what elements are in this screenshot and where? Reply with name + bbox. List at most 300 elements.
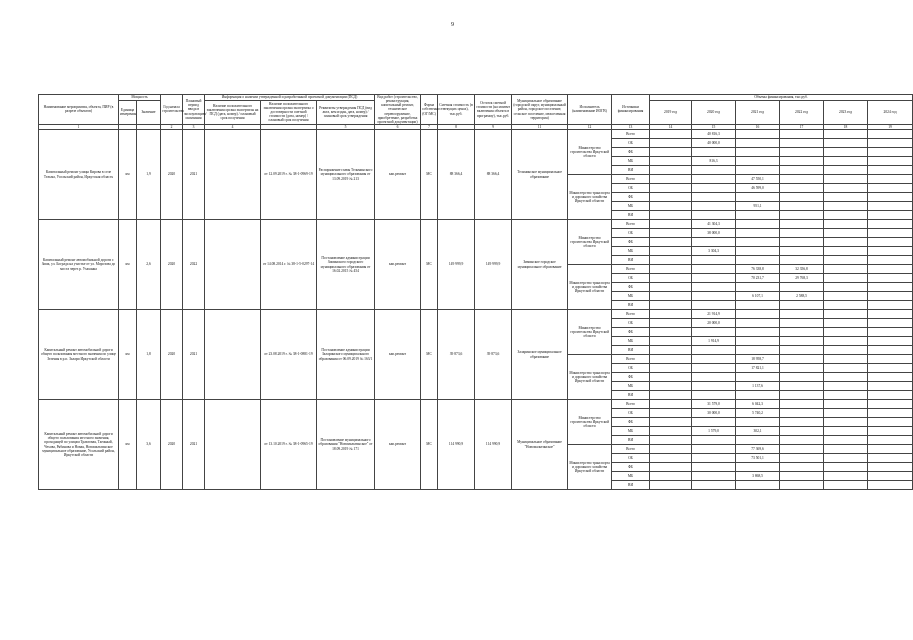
header-funding: Объемы финансирования, тыс.руб. <box>650 95 913 101</box>
project-doc-expertise <box>205 400 261 490</box>
funding-value <box>780 481 824 490</box>
funding-value <box>780 364 824 373</box>
funding-value <box>736 229 780 238</box>
funding-value <box>692 202 736 211</box>
funding-source: Всего <box>612 445 650 454</box>
funding-value <box>736 319 780 328</box>
project-name: Капитальный ремонт автомобильной дороги общего пользования местного значения по улице Зеленая в р.п. Залари Иркутской области <box>39 310 119 400</box>
funding-value: 41 304,3 <box>692 220 736 229</box>
funding-source: ОБ <box>612 364 650 373</box>
funding-value <box>692 193 736 202</box>
funding-value <box>736 148 780 157</box>
funding-value <box>824 184 868 193</box>
funding-value <box>780 400 824 409</box>
project-cost: 88 366,4 <box>438 130 475 220</box>
project-doc-estimate: от 23.08.2019 г. № 38-1-0881-19 <box>261 310 317 400</box>
funding-value <box>824 220 868 229</box>
funding-value <box>868 301 913 310</box>
header-year: 2023 год <box>824 100 868 124</box>
header-value: Значение <box>137 100 161 124</box>
funding-value <box>824 436 868 445</box>
funding-value <box>780 454 824 463</box>
funding-value <box>692 382 736 391</box>
funding-value <box>780 310 824 319</box>
funding-source: ОБ <box>612 409 650 418</box>
project-doc-estimate: от 14.08.2014 г. № 38-1-5-0297-14 <box>261 220 317 310</box>
funding-value: 951,1 <box>736 202 780 211</box>
column-number: 9 <box>475 124 512 129</box>
funding-value <box>824 139 868 148</box>
project-unit: км <box>119 220 137 310</box>
funding-source: ВИ <box>612 166 650 175</box>
funding-source: МБ <box>612 427 650 436</box>
funding-value: 73 501,1 <box>736 454 780 463</box>
funding-value <box>736 391 780 400</box>
funding-value <box>780 391 824 400</box>
funding-value <box>824 382 868 391</box>
funding-value <box>780 373 824 382</box>
funding-value <box>650 193 692 202</box>
funding-value <box>824 355 868 364</box>
funding-value <box>692 211 736 220</box>
funding-value <box>692 301 736 310</box>
funding-value <box>824 265 868 274</box>
funding-value <box>868 310 913 319</box>
funding-value <box>780 463 824 472</box>
column-number: 18 <box>824 124 868 129</box>
funding-value <box>868 175 913 184</box>
funding-value <box>650 427 692 436</box>
funding-source: ФБ <box>612 193 650 202</box>
funding-value <box>692 436 736 445</box>
project-doc-estimate: от 13.10.2019 г. № 38-1-0965-19 <box>261 400 317 490</box>
funding-value <box>650 472 692 481</box>
funding-value <box>650 364 692 373</box>
header-doc-expertise: Наличие положительного заключения органа экспертизы на ПСД (дата, номер) / плановый срок получения <box>205 100 261 124</box>
funding-value <box>650 202 692 211</box>
funding-value <box>868 481 913 490</box>
funding-value <box>736 220 780 229</box>
project-remaining: 149 999,9 <box>475 220 512 310</box>
header-executor: Исполнитель (наименование ИОГВ) <box>568 95 612 125</box>
funding-value <box>650 436 692 445</box>
funding-value: 29 768,3 <box>780 274 824 283</box>
project-end-year: 2022 <box>183 220 205 310</box>
funding-value <box>780 193 824 202</box>
project-name: Капитальный ремонт автомобильной дороги г. Зима, ул. Бограда на участке от ул. Морозова до моста через р. Ухаханка <box>39 220 119 310</box>
funding-value <box>650 337 692 346</box>
funding-value <box>736 157 780 166</box>
funding-value <box>650 184 692 193</box>
funding-value <box>780 166 824 175</box>
project-unit: км <box>119 400 137 490</box>
funding-value <box>868 202 913 211</box>
project-value: 1,8 <box>137 310 161 400</box>
funding-value <box>780 328 824 337</box>
funding-source: МБ <box>612 247 650 256</box>
funding-value <box>868 337 913 346</box>
column-number: 14 <box>650 124 692 129</box>
table-row <box>39 220 913 229</box>
program-table <box>38 94 913 490</box>
header-power: Мощность <box>119 95 161 101</box>
funding-value <box>650 283 692 292</box>
funding-value <box>650 292 692 301</box>
funding-source: Всего <box>612 220 650 229</box>
funding-value <box>650 391 692 400</box>
funding-value <box>868 364 913 373</box>
funding-value <box>824 256 868 265</box>
project-work-type: кап.ремонт <box>375 220 421 310</box>
header-remaining: Остаток сметной стоимости (на момент включения объекта в программу), тыс.руб. <box>475 95 512 125</box>
funding-source: МБ <box>612 382 650 391</box>
funding-value <box>868 184 913 193</box>
funding-source: ВИ <box>612 346 650 355</box>
funding-value <box>824 337 868 346</box>
funding-value <box>868 220 913 229</box>
funding-value <box>780 382 824 391</box>
funding-value <box>824 454 868 463</box>
funding-value <box>868 346 913 355</box>
funding-value <box>650 175 692 184</box>
funding-value <box>868 463 913 472</box>
funding-value <box>692 373 736 382</box>
project-customer: Тельминское муниципальное образование <box>512 130 568 220</box>
header-cost: Сметная стоимость (в текущих ценах), тыс.руб. <box>438 95 475 125</box>
funding-value <box>650 328 692 337</box>
funding-value <box>780 409 824 418</box>
funding-value <box>736 373 780 382</box>
project-end-year: 2021 <box>183 400 205 490</box>
funding-value <box>692 364 736 373</box>
column-number: 8 <box>438 124 475 129</box>
funding-value <box>650 238 692 247</box>
funding-value: 18 958,7 <box>736 355 780 364</box>
funding-value <box>650 373 692 382</box>
funding-value <box>824 418 868 427</box>
funding-value <box>868 454 913 463</box>
funding-source: ВИ <box>612 211 650 220</box>
funding-value <box>780 157 824 166</box>
header-end-period: Плановый период ввода в эксплуатацию/ окончания <box>183 95 205 125</box>
funding-source: ФБ <box>612 283 650 292</box>
funding-source: ОБ <box>612 274 650 283</box>
header-start-year: Год начала строительства <box>161 95 183 125</box>
funding-value <box>824 400 868 409</box>
funding-value <box>780 247 824 256</box>
column-number: 3 <box>183 124 205 129</box>
column-number: 13 <box>612 124 650 129</box>
funding-value <box>692 454 736 463</box>
funding-value: 70 231,7 <box>736 274 780 283</box>
funding-value <box>692 445 736 454</box>
funding-value <box>868 157 913 166</box>
funding-value <box>780 130 824 139</box>
funding-value: 77 369,6 <box>736 445 780 454</box>
funding-value <box>692 238 736 247</box>
project-unit: км <box>119 310 137 400</box>
project-executor: Министерство транспорта и дорожного хозяйства Иркутской области <box>568 265 612 310</box>
project-work-type: кап.ремонт <box>375 310 421 400</box>
column-number: 6 <box>375 124 421 129</box>
funding-value <box>868 130 913 139</box>
funding-value: 40 816,3 <box>692 130 736 139</box>
funding-source: ВИ <box>612 436 650 445</box>
funding-value <box>650 409 692 418</box>
funding-value <box>824 364 868 373</box>
funding-value: 5 740,2 <box>736 409 780 418</box>
project-ownership: МС <box>421 400 438 490</box>
funding-source: Всего <box>612 175 650 184</box>
funding-value <box>868 391 913 400</box>
funding-value <box>692 256 736 265</box>
header-year: 2021 год <box>736 100 780 124</box>
funding-value <box>824 472 868 481</box>
funding-value <box>868 328 913 337</box>
project-executor: Министерство строительства Иркутской области <box>568 400 612 445</box>
header-work-type: Вид работ (строительство, реконструкция, капитальный ремонт, техническое перевооружение, приобретение, разработка проектной документации) <box>375 95 421 125</box>
funding-source: ОБ <box>612 184 650 193</box>
funding-value: 47 550,1 <box>736 175 780 184</box>
funding-source: Всего <box>612 265 650 274</box>
funding-value: 2 588,5 <box>780 292 824 301</box>
funding-value <box>650 274 692 283</box>
funding-source: МБ <box>612 292 650 301</box>
funding-source: МБ <box>612 472 650 481</box>
project-doc-approval: Постановление администрации Заларинского муниципального образования от 06.09.2019 № 163/1 <box>317 310 375 400</box>
funding-value <box>824 445 868 454</box>
funding-value <box>692 472 736 481</box>
funding-value <box>868 238 913 247</box>
funding-value <box>650 481 692 490</box>
header-doc-approval: Реквизиты утверждения ПСД (вид акта, кем издан, дата, номер) / плановый срок утверждения <box>317 100 375 124</box>
funding-value <box>736 418 780 427</box>
project-value: 2,6 <box>137 220 161 310</box>
funding-value: 6 042,3 <box>736 400 780 409</box>
funding-value <box>780 436 824 445</box>
funding-value <box>780 427 824 436</box>
header-unit: Единица измерения <box>119 100 137 124</box>
funding-value <box>692 274 736 283</box>
funding-value <box>824 409 868 418</box>
funding-value <box>868 274 913 283</box>
funding-source: ВИ <box>612 391 650 400</box>
funding-value <box>650 301 692 310</box>
funding-source: МБ <box>612 337 650 346</box>
table-row <box>39 400 913 409</box>
project-ownership: МС <box>421 130 438 220</box>
funding-value <box>868 427 913 436</box>
funding-value <box>780 229 824 238</box>
column-number: 1 <box>39 124 119 129</box>
header-year: 2022 год <box>780 100 824 124</box>
funding-value <box>824 328 868 337</box>
funding-value <box>650 319 692 328</box>
funding-value <box>868 445 913 454</box>
funding-value <box>868 193 913 202</box>
header-year: 2019 год <box>650 100 692 124</box>
funding-value <box>824 427 868 436</box>
project-doc-approval: Постановление муниципального образования "Новомальтинское" от 18.09.2019 № 171 <box>317 400 375 490</box>
funding-value <box>868 247 913 256</box>
funding-value <box>736 301 780 310</box>
funding-value <box>650 463 692 472</box>
funding-value: 302,1 <box>736 427 780 436</box>
header-name: Наименование мероприятия, объекта, ПИР (в разрезе объектов) <box>39 95 119 125</box>
project-doc-expertise <box>205 310 261 400</box>
funding-value <box>868 382 913 391</box>
funding-value <box>692 292 736 301</box>
project-name: Капитальный ремонт автомобильной дороги общего пользования местного значения, проходящей по улицам Трактовая, Таежный, Чехова, Рябинова и Новая, Новомальтинское муниципальное образование, Усольский район, Иркутской области <box>39 400 119 490</box>
project-executor: Министерство транспорта и дорожного хозяйства Иркутской области <box>568 445 612 490</box>
project-work-type: кап.ремонт <box>375 400 421 490</box>
funding-value <box>650 355 692 364</box>
funding-value <box>650 310 692 319</box>
funding-value <box>824 292 868 301</box>
project-name: Капитальный ремонт улицы Кирова в селе Тельма, Усольский район, Иркутская область <box>39 130 119 220</box>
funding-value <box>868 409 913 418</box>
funding-value <box>824 274 868 283</box>
funding-value: 816,3 <box>692 157 736 166</box>
funding-value: 1 137,6 <box>736 382 780 391</box>
funding-value <box>692 166 736 175</box>
funding-source: ФБ <box>612 148 650 157</box>
project-doc-expertise <box>205 130 261 220</box>
funding-value: 17 821,1 <box>736 364 780 373</box>
funding-value <box>824 229 868 238</box>
funding-source: Всего <box>612 130 650 139</box>
funding-value <box>824 166 868 175</box>
project-customer: Муниципальное образование "Новомальтинское" <box>512 400 568 490</box>
column-number: 2 <box>161 124 183 129</box>
funding-value <box>736 346 780 355</box>
funding-value <box>868 418 913 427</box>
funding-value: 1 914,9 <box>692 337 736 346</box>
project-remaining: 39 873,6 <box>475 310 512 400</box>
project-work-type: кап.ремонт <box>375 130 421 220</box>
funding-value <box>736 436 780 445</box>
project-ownership: МС <box>421 310 438 400</box>
funding-value <box>780 337 824 346</box>
funding-value <box>650 130 692 139</box>
project-start-year: 2020 <box>161 220 183 310</box>
funding-value <box>868 166 913 175</box>
project-cost: 39 873,6 <box>438 310 475 400</box>
funding-value <box>780 355 824 364</box>
funding-value <box>868 139 913 148</box>
project-doc-approval: Распоряжение главы Тельминского муниципального образования от 13.09.2019 № 213 <box>317 130 375 220</box>
funding-value <box>650 220 692 229</box>
project-executor: Министерство транспорта и дорожного хозяйства Иркутской области <box>568 175 612 220</box>
funding-value <box>650 346 692 355</box>
funding-source: МБ <box>612 202 650 211</box>
header-ownership: Форма собственности (ОГ/МС) <box>421 95 438 125</box>
funding-value <box>650 211 692 220</box>
funding-value <box>780 175 824 184</box>
funding-value <box>868 256 913 265</box>
funding-source: ВИ <box>612 301 650 310</box>
table-row <box>39 310 913 319</box>
funding-value <box>868 229 913 238</box>
funding-value <box>780 472 824 481</box>
funding-value <box>780 211 824 220</box>
funding-value: 38 000,0 <box>692 229 736 238</box>
funding-value <box>868 436 913 445</box>
project-start-year: 2020 <box>161 130 183 220</box>
project-unit: км <box>119 130 137 220</box>
funding-value <box>736 211 780 220</box>
funding-value <box>780 202 824 211</box>
funding-value <box>736 481 780 490</box>
funding-value <box>736 238 780 247</box>
project-ownership: МС <box>421 220 438 310</box>
project-doc-estimate: от 12.09.2019 г. № 38-1-0969-19 <box>261 130 317 220</box>
funding-source: ФБ <box>612 418 650 427</box>
funding-value <box>824 301 868 310</box>
funding-value <box>824 157 868 166</box>
funding-value: 3 304,3 <box>692 247 736 256</box>
funding-value <box>780 148 824 157</box>
funding-value <box>736 337 780 346</box>
funding-value <box>692 265 736 274</box>
funding-value <box>692 148 736 157</box>
funding-value <box>780 346 824 355</box>
column-number: 12 <box>568 124 612 129</box>
funding-source: ОБ <box>612 319 650 328</box>
funding-value <box>824 463 868 472</box>
funding-source: Всего <box>612 400 650 409</box>
column-number: 7 <box>421 124 438 129</box>
funding-value <box>692 463 736 472</box>
funding-source: ВИ <box>612 256 650 265</box>
project-customer: Заларинское муниципальное образование <box>512 310 568 400</box>
funding-value <box>692 175 736 184</box>
funding-value <box>650 454 692 463</box>
funding-source: ОБ <box>612 229 650 238</box>
funding-value <box>650 400 692 409</box>
table-row <box>39 130 913 139</box>
funding-value <box>868 319 913 328</box>
funding-value <box>868 283 913 292</box>
funding-value <box>824 283 868 292</box>
funding-value <box>824 346 868 355</box>
funding-value <box>824 148 868 157</box>
funding-value <box>650 265 692 274</box>
funding-value: 6 107,1 <box>736 292 780 301</box>
funding-value <box>824 238 868 247</box>
funding-value <box>736 463 780 472</box>
funding-value <box>824 202 868 211</box>
funding-value <box>868 472 913 481</box>
funding-value <box>736 130 780 139</box>
funding-value <box>692 184 736 193</box>
funding-value <box>650 157 692 166</box>
project-doc-approval: Постановление администрации Зиминского городского муниципального образования от 16.02.2015 № 454 <box>317 220 375 310</box>
funding-value: 32 356,8 <box>780 265 824 274</box>
funding-source: ФБ <box>612 328 650 337</box>
funding-source: ОБ <box>612 139 650 148</box>
column-number: 4 <box>205 124 261 129</box>
funding-value: 30 000,0 <box>692 409 736 418</box>
header-year: 2020 год <box>692 100 736 124</box>
funding-value <box>736 283 780 292</box>
funding-value <box>692 346 736 355</box>
funding-value <box>650 418 692 427</box>
project-executor: Министерство строительства Иркутской области <box>568 130 612 175</box>
funding-value <box>824 247 868 256</box>
column-number: 19 <box>868 124 913 129</box>
funding-value <box>692 283 736 292</box>
